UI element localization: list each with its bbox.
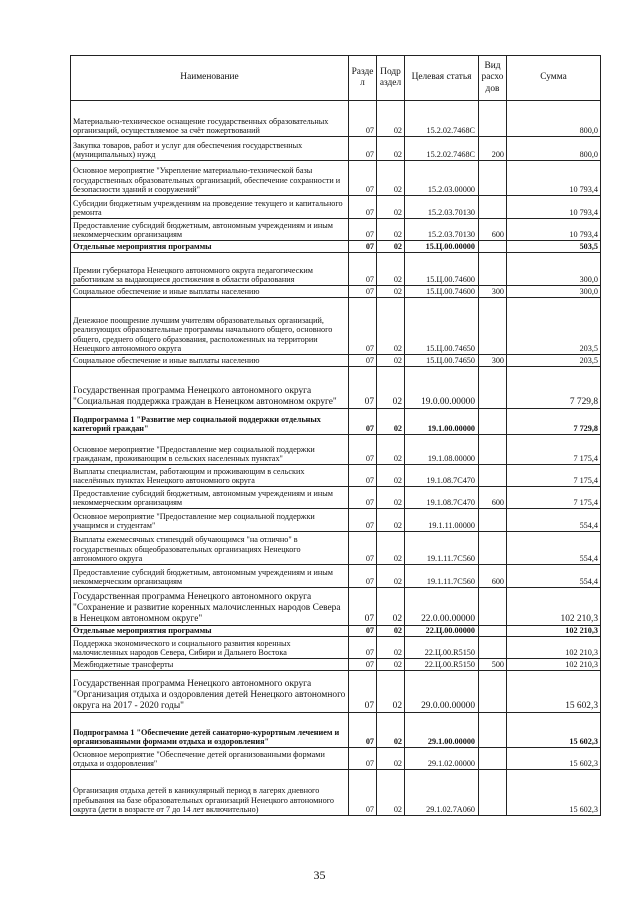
row-section-cell: 07: [349, 626, 377, 637]
row-section-cell: 07: [349, 298, 377, 355]
row-name-cell: Субсидии бюджетным учреждениям на проведение текущего и капитального ремонта: [71, 196, 349, 219]
row-expense-type-cell: [479, 588, 507, 626]
row-name-cell: Закупка товаров, работ и услуг для обеспечения государственных (муниципальных) нужд: [71, 137, 349, 161]
table-row: [71, 565, 601, 588]
row-amount-cell: 15 602,3: [507, 748, 601, 770]
row-target-cell: 15.Ц.00.00000: [405, 241, 479, 253]
row-target-cell: 29.0.00.00000: [405, 671, 479, 713]
row-section-cell: 07: [349, 241, 377, 253]
row-expense-type-cell: [479, 253, 507, 286]
row-expense-type-cell: [479, 770, 507, 816]
row-amount-cell: 300,0: [507, 253, 601, 286]
row-section-cell: 07: [349, 770, 377, 816]
row-subsection-cell: 02: [377, 435, 405, 465]
row-amount-cell: 10 793,4: [507, 196, 601, 219]
row-expense-type-cell: [479, 748, 507, 770]
row-expense-type-cell: 500: [479, 659, 507, 671]
row-section-cell: 07: [349, 435, 377, 465]
row-target-cell: 22.Ц.00.R5150: [405, 659, 479, 671]
table-row: [71, 219, 601, 241]
row-name-cell: Организация отдыха детей в каникулярный период в лагерях дневного пребывания на базе образовательных организаций Ненецкого автономного округа (дети в возрасте от 7 до 14 лет включительно): [71, 770, 349, 816]
row-expense-type-cell: [479, 196, 507, 219]
row-amount-cell: 10 793,4: [507, 161, 601, 196]
row-expense-type-cell: [479, 298, 507, 355]
table-row: [71, 435, 601, 465]
row-name-cell: Основное мероприятие "Обеспечение детей организованными формами отдыха и оздоровления": [71, 748, 349, 770]
row-section-cell: 07: [349, 487, 377, 509]
row-name-cell: Материально-техническое оснащение государственных образовательных организаций, осуществляемое за счёт пожертвований: [71, 101, 349, 137]
table-row: [71, 286, 601, 298]
row-amount-cell: 102 210,3: [507, 637, 601, 659]
row-expense-type-cell: 300: [479, 286, 507, 298]
table-row: [71, 770, 601, 816]
table-row: [71, 671, 601, 713]
row-subsection-cell: 02: [377, 241, 405, 253]
row-amount-cell: 203,5: [507, 355, 601, 367]
col-header-section: Разде л: [349, 56, 377, 101]
table-row: [71, 626, 601, 637]
row-subsection-cell: 02: [377, 487, 405, 509]
row-amount-cell: 203,5: [507, 298, 601, 355]
row-expense-type-cell: [479, 637, 507, 659]
row-subsection-cell: 02: [377, 626, 405, 637]
row-amount-cell: 15 602,3: [507, 713, 601, 748]
table-row: [71, 465, 601, 487]
row-target-cell: 22.Ц.00.R5150: [405, 637, 479, 659]
row-expense-type-cell: [479, 435, 507, 465]
col-header-amount: Сумма: [507, 56, 601, 101]
row-target-cell: 15.2.02.7468С: [405, 137, 479, 161]
row-target-cell: 19.1.11.00000: [405, 509, 479, 532]
row-expense-type-cell: [479, 409, 507, 435]
row-subsection-cell: 02: [377, 137, 405, 161]
row-expense-type-cell: [479, 367, 507, 409]
row-name-cell: Государственная программа Ненецкого автономного округа "Социальная поддержка граждан в Ненецком автономном округе": [71, 367, 349, 409]
table-row: [71, 409, 601, 435]
row-name-cell: Государственная программа Ненецкого автономного округа "Сохранение и развитие коренных малочисленных народов Севера в Ненецком автономном округе": [71, 588, 349, 626]
row-expense-type-cell: [479, 241, 507, 253]
row-name-cell: Предоставление субсидий бюджетным, автономным учреждениям и иным некоммерческим организациям: [71, 487, 349, 509]
table-row: [71, 298, 601, 355]
row-name-cell: Выплаты специалистам, работающим и проживающим в сельских населённых пунктах Ненецкого автономного округа: [71, 465, 349, 487]
row-name-cell: Денежное поощрение лучшим учителям образовательных организаций, реализующих образовательные программы начального общего, основного общего, среднего общего образования, расположенных на территории Ненецкого автономного округа: [71, 298, 349, 355]
row-subsection-cell: 02: [377, 565, 405, 588]
row-amount-cell: 7 175,4: [507, 487, 601, 509]
row-section-cell: 07: [349, 659, 377, 671]
row-target-cell: 19.1.08.7С470: [405, 487, 479, 509]
budget-table: [70, 55, 601, 816]
page-number: 35: [313, 868, 326, 882]
row-amount-cell: 800,0: [507, 101, 601, 137]
row-section-cell: 07: [349, 748, 377, 770]
row-name-cell: Выплаты ежемесячных стипендий обучающимся "на отлично" в государственных общеобразовательных организациях Ненецкого автономного округа: [71, 532, 349, 565]
row-subsection-cell: 02: [377, 196, 405, 219]
row-subsection-cell: 02: [377, 253, 405, 286]
table-row: [71, 161, 601, 196]
row-target-cell: 15.Ц.00.74650: [405, 298, 479, 355]
row-subsection-cell: 02: [377, 367, 405, 409]
row-name-cell: Подпрограмма 1 "Развитие мер социальной поддержки отдельных категорий граждан": [71, 409, 349, 435]
row-name-cell: Отдельные мероприятия программы: [71, 241, 349, 253]
row-amount-cell: 102 210,3: [507, 588, 601, 626]
row-amount-cell: 7 175,4: [507, 435, 601, 465]
row-target-cell: 29.1.00.00000: [405, 713, 479, 748]
row-name-cell: Поддержка экономического и социального развития коренных малочисленных народов Севера, Сибири и Дальнего Востока: [71, 637, 349, 659]
row-expense-type-cell: 200: [479, 137, 507, 161]
row-subsection-cell: 02: [377, 161, 405, 196]
row-amount-cell: 15 602,3: [507, 770, 601, 816]
row-section-cell: 07: [349, 196, 377, 219]
row-expense-type-cell: [479, 509, 507, 532]
row-subsection-cell: 02: [377, 748, 405, 770]
row-amount-cell: 554,4: [507, 509, 601, 532]
row-subsection-cell: 02: [377, 286, 405, 298]
row-section-cell: 07: [349, 355, 377, 367]
row-section-cell: 07: [349, 253, 377, 286]
row-subsection-cell: 02: [377, 409, 405, 435]
row-expense-type-cell: [479, 161, 507, 196]
row-target-cell: 15.Ц.00.74600: [405, 286, 479, 298]
row-target-cell: 15.2.03.70130: [405, 219, 479, 241]
row-target-cell: 29.1.02.7А060: [405, 770, 479, 816]
row-expense-type-cell: 600: [479, 487, 507, 509]
table-row: [71, 713, 601, 748]
row-expense-type-cell: 300: [479, 355, 507, 367]
row-section-cell: 07: [349, 367, 377, 409]
row-amount-cell: 102 210,3: [507, 659, 601, 671]
row-section-cell: 07: [349, 161, 377, 196]
row-name-cell: Межбюджетные трансферты: [71, 659, 349, 671]
row-expense-type-cell: [479, 626, 507, 637]
row-subsection-cell: 02: [377, 588, 405, 626]
table-row: [71, 532, 601, 565]
row-target-cell: 19.1.08.7С470: [405, 465, 479, 487]
row-name-cell: Отдельные мероприятия программы: [71, 626, 349, 637]
row-section-cell: 07: [349, 565, 377, 588]
row-subsection-cell: 02: [377, 355, 405, 367]
row-amount-cell: 15 602,3: [507, 671, 601, 713]
col-header-target: Целевая статья: [405, 56, 479, 101]
row-subsection-cell: 02: [377, 713, 405, 748]
row-name-cell: Социальное обеспечение и иные выплаты населению: [71, 286, 349, 298]
table-row: [71, 637, 601, 659]
row-section-cell: 07: [349, 219, 377, 241]
row-target-cell: 19.1.11.7С560: [405, 532, 479, 565]
row-name-cell: Основное мероприятие "Предоставление мер социальной поддержки гражданам, проживающим в сельских населенных пунктах": [71, 435, 349, 465]
row-name-cell: Государственная программа Ненецкого автономного округа "Организация отдыха и оздоровления детей Ненецкого автономного округа на 2017 - 2020 годы": [71, 671, 349, 713]
col-header-expense-type: Вид расхо дов: [479, 56, 507, 101]
row-subsection-cell: 02: [377, 219, 405, 241]
row-subsection-cell: 02: [377, 298, 405, 355]
row-amount-cell: 10 793,4: [507, 219, 601, 241]
row-target-cell: 15.2.03.70130: [405, 196, 479, 219]
row-expense-type-cell: [479, 532, 507, 565]
row-amount-cell: 554,4: [507, 565, 601, 588]
row-section-cell: 07: [349, 532, 377, 565]
row-name-cell: Основное мероприятие "Укрепление материально-технической базы государственных образовательных организаций, обеспечение сохранности и безопасности зданий и сооружений": [71, 161, 349, 196]
row-section-cell: 07: [349, 671, 377, 713]
row-subsection-cell: 02: [377, 770, 405, 816]
row-expense-type-cell: [479, 713, 507, 748]
row-section-cell: 07: [349, 588, 377, 626]
row-target-cell: 29.1.02.00000: [405, 748, 479, 770]
row-subsection-cell: 02: [377, 659, 405, 671]
row-subsection-cell: 02: [377, 465, 405, 487]
row-target-cell: 15.2.02.7468С: [405, 101, 479, 137]
row-target-cell: 19.1.08.00000: [405, 435, 479, 465]
row-section-cell: 07: [349, 713, 377, 748]
col-header-name: Наименование: [71, 56, 349, 101]
row-section-cell: 07: [349, 286, 377, 298]
row-subsection-cell: 02: [377, 671, 405, 713]
row-amount-cell: 800,0: [507, 137, 601, 161]
row-target-cell: 15.Ц.00.74650: [405, 355, 479, 367]
row-section-cell: 07: [349, 509, 377, 532]
row-target-cell: 15.Ц.00.74600: [405, 253, 479, 286]
row-amount-cell: 503,5: [507, 241, 601, 253]
table-row: [71, 748, 601, 770]
row-amount-cell: 102 210,3: [507, 626, 601, 637]
row-subsection-cell: 02: [377, 637, 405, 659]
row-subsection-cell: 02: [377, 101, 405, 137]
row-expense-type-cell: [479, 671, 507, 713]
table-header-row: [71, 56, 601, 101]
row-section-cell: 07: [349, 409, 377, 435]
table-row: [71, 101, 601, 137]
row-expense-type-cell: [479, 465, 507, 487]
table-row: [71, 509, 601, 532]
col-header-subsection: Подр аздел: [377, 56, 405, 101]
table-row: [71, 659, 601, 671]
table-row: [71, 241, 601, 253]
row-target-cell: 19.1.00.00000: [405, 409, 479, 435]
row-amount-cell: 7 729,8: [507, 367, 601, 409]
row-section-cell: 07: [349, 465, 377, 487]
table-row: [71, 196, 601, 219]
table-row: [71, 588, 601, 626]
row-target-cell: 15.2.03.00000: [405, 161, 479, 196]
row-section-cell: 07: [349, 137, 377, 161]
table-row: [71, 355, 601, 367]
table-row: [71, 253, 601, 286]
row-amount-cell: 7 175,4: [507, 465, 601, 487]
row-name-cell: Подпрограмма 1 "Обеспечение детей санаторно-курортным лечением и организованными формами отдыха и оздоровления": [71, 713, 349, 748]
row-subsection-cell: 02: [377, 532, 405, 565]
row-target-cell: 19.0.00.00000: [405, 367, 479, 409]
row-name-cell: Основное мероприятие "Предоставление мер социальной поддержки учащимся и студентам": [71, 509, 349, 532]
row-amount-cell: 554,4: [507, 532, 601, 565]
table-row: [71, 137, 601, 161]
row-name-cell: Предоставление субсидий бюджетным, автономным учреждениям и иным некоммерческим организациям: [71, 565, 349, 588]
row-target-cell: 22.Ц.00.00000: [405, 626, 479, 637]
row-target-cell: 22.0.00.00000: [405, 588, 479, 626]
table-row: [71, 367, 601, 409]
row-section-cell: 07: [349, 101, 377, 137]
table-row: [71, 487, 601, 509]
row-name-cell: Социальное обеспечение и иные выплаты населению: [71, 355, 349, 367]
row-name-cell: Премии губернатора Ненецкого автономного округа педагогическим работникам за выдающиеся достижения в области образования: [71, 253, 349, 286]
row-section-cell: 07: [349, 637, 377, 659]
table-body: [71, 101, 601, 816]
row-expense-type-cell: 600: [479, 219, 507, 241]
row-subsection-cell: 02: [377, 509, 405, 532]
row-target-cell: 19.1.11.7С560: [405, 565, 479, 588]
row-name-cell: Предоставление субсидий бюджетным, автономным учреждениям и иным некоммерческим организациям: [71, 219, 349, 241]
row-expense-type-cell: [479, 101, 507, 137]
row-amount-cell: 7 729,8: [507, 409, 601, 435]
row-amount-cell: 300,0: [507, 286, 601, 298]
row-expense-type-cell: 600: [479, 565, 507, 588]
